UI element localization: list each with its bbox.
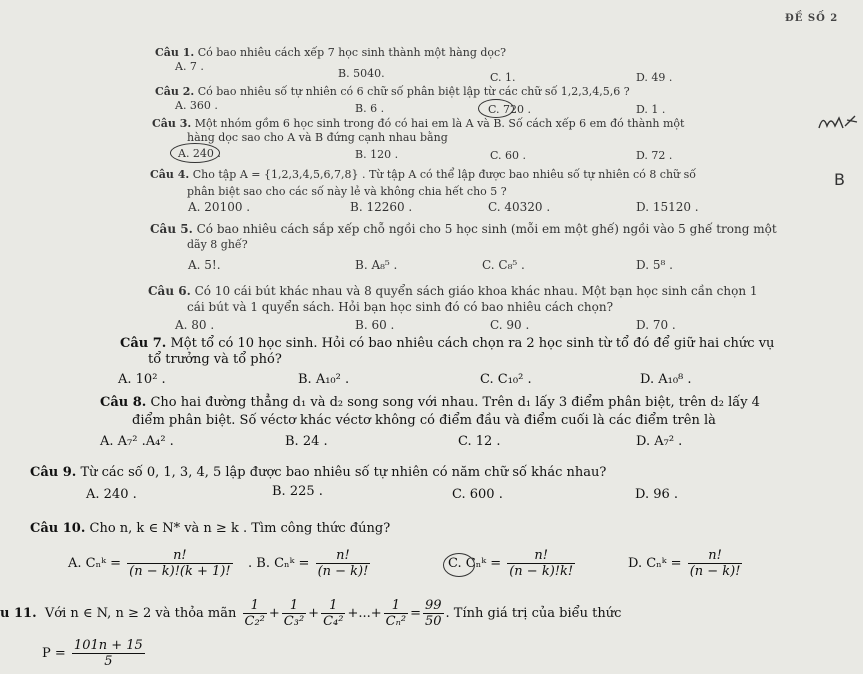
q8-option-c: C. 12 . — [458, 434, 501, 449]
q1-option-b: B. 5040. — [338, 67, 385, 80]
q6-stem: Có 10 cái bút khác nhau và 8 quyển sách giáo khoa khác nhau. Một bạn học sinh cần chọn 1 — [194, 284, 758, 298]
q10-option-a-num: n! — [127, 548, 232, 564]
q3-option-a: A. 240 . — [178, 147, 221, 160]
q3-option-d: D. 72 . — [636, 149, 673, 162]
q5-option-b: B. A₈⁵ . — [355, 258, 398, 272]
q10-option-c-den: (n − k)!k! — [509, 564, 574, 579]
q3-option-b: B. 120 . — [355, 148, 399, 161]
margin-mark: B — [834, 170, 845, 189]
q4-option-b: B. 12260 . — [350, 200, 413, 214]
q4-stem: Cho tập A = {1,2,3,4,5,6,7,8} . Từ tập A có thể lập được bao nhiêu số tự nhiên có 8 chữ số — [192, 168, 697, 181]
q6-option-b: B. 60 . — [355, 318, 395, 332]
q4-option-d: D. 15120 . — [636, 200, 699, 214]
q11-term-1-den: C₂² — [244, 614, 265, 629]
q5-option-a: A. 5!. — [188, 258, 221, 272]
q10-option-d-lhs: D. Cₙᵏ = — [628, 556, 682, 571]
q6-label: Câu 6. — [148, 284, 191, 298]
q10-option-a-fraction — [127, 548, 232, 579]
q6-option-c: C. 90 . — [490, 318, 530, 332]
q10-option-d-den: (n − k)! — [689, 564, 741, 579]
q5-text — [150, 222, 777, 236]
q11-stem-tail: . Tính giá trị của biểu thức — [445, 606, 622, 621]
q11-term-n-num: 1 — [384, 598, 408, 614]
q8-text-line2: điểm phân biệt. Số véctơ khác véctơ không có điểm đầu và điểm cuối là các điểm trên là — [132, 413, 716, 428]
q11-expression-num: 101n + 15 — [73, 638, 143, 653]
q10-option-b-lhs: . B. Cₙᵏ = — [248, 556, 310, 571]
q11-term-n-den: Cₙ² — [385, 614, 407, 629]
q2-answer-circle — [478, 99, 514, 118]
q10-option-a — [68, 548, 235, 579]
q11-expression-lhs: P = — [42, 646, 66, 661]
q10-option-b — [248, 548, 372, 579]
q4-label: Câu 4. — [150, 168, 190, 181]
q11-term-n — [384, 598, 408, 629]
q9-option-d: D. 96 . — [635, 487, 679, 502]
q11-expression — [42, 638, 147, 669]
q7-text-line2: tổ trưởng và tổ phó? — [148, 352, 282, 367]
q3-label: Câu 3. — [152, 117, 192, 130]
q11-term-3-den: C₄² — [323, 614, 344, 629]
q10-option-b-den: (n − k)! — [317, 564, 369, 579]
q10-option-d-fraction — [688, 548, 743, 579]
q11-label: u 11. — [0, 606, 37, 621]
q2-option-c: C. 720 . — [488, 103, 532, 116]
q10-option-c-num: n! — [507, 548, 575, 564]
q10-option-d-num: n! — [688, 548, 743, 564]
q10-option-d — [628, 548, 744, 579]
q5-option-c: C. C₈⁵ . — [482, 258, 525, 272]
q10-answer-circle — [443, 553, 475, 577]
q7-option-d: D. A₁₀⁸ . — [640, 372, 692, 387]
q3-stem: Một nhóm gồm 6 học sinh trong đó có hai em là A và B. Số cách xếp 6 em đó thành một — [194, 117, 685, 130]
q2-label: Câu 2. — [155, 85, 195, 98]
q8-option-a: A. A₇² .A₄² . — [100, 434, 174, 449]
q11-term-2-num: 1 — [282, 598, 306, 614]
q4-text — [150, 168, 696, 181]
q11-term-2-den: C₃² — [283, 614, 305, 629]
q11-term-3-num: 1 — [321, 598, 345, 614]
q7-option-b: B. A₁₀² . — [298, 372, 350, 387]
q9-option-a: A. 240 . — [86, 487, 137, 502]
q5-label: Câu 5. — [150, 222, 193, 236]
q7-label: Câu 7. — [120, 336, 167, 351]
q10-option-a-den: (n − k)!(k + 1)! — [129, 564, 231, 579]
q6-option-a: A. 80 . — [175, 318, 215, 332]
q6-text — [148, 284, 758, 298]
q10-label: Câu 10. — [30, 521, 86, 536]
q11-rhs-den: 50 — [424, 614, 442, 629]
exam-header: ĐỀ SỐ 2 — [785, 13, 839, 24]
q5-text-line2: dãy 8 ghế? — [187, 238, 248, 251]
q10-stem: Cho n, k ∈ N* và n ≥ k . Tìm công thức đúng? — [89, 521, 391, 536]
q2-stem: Có bao nhiêu số tự nhiên có 6 chữ số phân biệt lập từ các chữ số 1,2,3,4,5,6 ? — [197, 85, 630, 98]
q2-option-a: A. 360 . — [175, 99, 218, 112]
q2-text — [155, 85, 630, 98]
q10-option-a-lhs: A. Cₙᵏ = — [68, 556, 121, 571]
q11-term-3 — [321, 598, 345, 629]
q9-option-b: B. 225 . — [272, 484, 323, 499]
q6-text-line2: cái bút và 1 quyển sách. Hỏi bạn học sinh đó có bao nhiêu cách chọn? — [187, 300, 614, 314]
q4-option-c: C. 40320 . — [488, 200, 551, 214]
q10-option-c-fraction — [507, 548, 575, 579]
q1-text — [155, 46, 506, 59]
q7-text — [120, 336, 774, 351]
q11-text: u 11. Với n ∈ N, n ≥ 2 và thỏa mãn $\frac{1}{\text{C₂²}}$ + $\frac{1}{\text{C₃²}}$ + $\frac{1}{\text{C₄²}}$ +...+ $\frac{1}{\text{Cₙ²}}$ = $\frac{99}{50}$ . Tính giá trị của biểu thức — [0, 598, 622, 629]
q9-option-c: C. 600 . — [452, 487, 503, 502]
q9-text — [30, 465, 606, 480]
q3-option-c: C. 60 . — [490, 149, 527, 162]
q9-label: Câu 9. — [30, 465, 77, 480]
q1-label: Câu 1. — [155, 46, 195, 59]
q11-stem: Với n ∈ N, n ≥ 2 và thỏa mãn — [44, 606, 237, 621]
q10-option-c-lhs: C. Cₙᵏ = — [448, 556, 502, 571]
q8-text — [100, 395, 760, 410]
q7-option-a: A. 10² . — [118, 372, 166, 387]
q11-rhs — [423, 598, 444, 629]
q1-option-d: D. 49 . — [636, 71, 673, 84]
q3-answer-circle — [170, 143, 220, 163]
q1-option-c: C. 1. — [490, 71, 516, 84]
q8-option-d: D. A₇² . — [636, 434, 683, 449]
q4-text-line2: phân biệt sao cho các số này lẻ và không chia hết cho 5 ? — [187, 185, 507, 198]
q11-expression-fraction — [72, 638, 145, 669]
handwritten-scribble-icon — [815, 110, 860, 135]
q3-text — [152, 117, 684, 130]
q4-option-a: A. 20100 . — [188, 200, 251, 214]
q11-rhs-num: 99 — [424, 598, 442, 613]
q9-stem: Từ các số 0, 1, 3, 4, 5 lập được bao nhiêu số tự nhiên có năm chữ số khác nhau? — [80, 465, 607, 480]
q11-expression-den: 5 — [104, 654, 113, 669]
q7-stem: Một tổ có 10 học sinh. Hỏi có bao nhiêu cách chọn ra 2 học sinh từ tổ đó để giữ hai chức vụ — [170, 336, 775, 351]
q10-text — [30, 521, 390, 536]
q1-stem: Có bao nhiêu cách xếp 7 học sinh thành một hàng dọc? — [197, 46, 507, 59]
q2-option-d: D. 1 . — [636, 103, 666, 116]
q11-term-1-num: 1 — [243, 598, 267, 614]
q10-option-b-num: n! — [316, 548, 371, 564]
q10-option-b-fraction — [316, 548, 371, 579]
q8-stem: Cho hai đường thẳng d₁ và d₂ song song với nhau. Trên d₁ lấy 3 điểm phân biệt, trên d₂ lấy 4 — [150, 395, 760, 410]
q3-text-line2: hàng dọc sao cho A và B đứng cạnh nhau bằng — [187, 131, 448, 144]
q6-option-d: D. 70 . — [636, 318, 676, 332]
q8-label: Câu 8. — [100, 395, 147, 410]
q11-term-1 — [243, 598, 267, 629]
q1-option-a: A. 7 . — [175, 60, 204, 73]
q5-option-d: D. 5⁸ . — [636, 258, 673, 272]
q8-option-b: B. 24 . — [285, 434, 328, 449]
q5-stem: Có bao nhiêu cách sắp xếp chỗ ngồi cho 5 học sinh (mỗi em một ghế) ngồi vào 5 ghế trong một — [196, 222, 777, 236]
q11-term-2 — [282, 598, 306, 629]
q2-option-b: B. 6 . — [355, 102, 385, 115]
q7-option-c: C. C₁₀² . — [480, 372, 532, 387]
q11-ellipsis: +...+ — [347, 606, 382, 621]
